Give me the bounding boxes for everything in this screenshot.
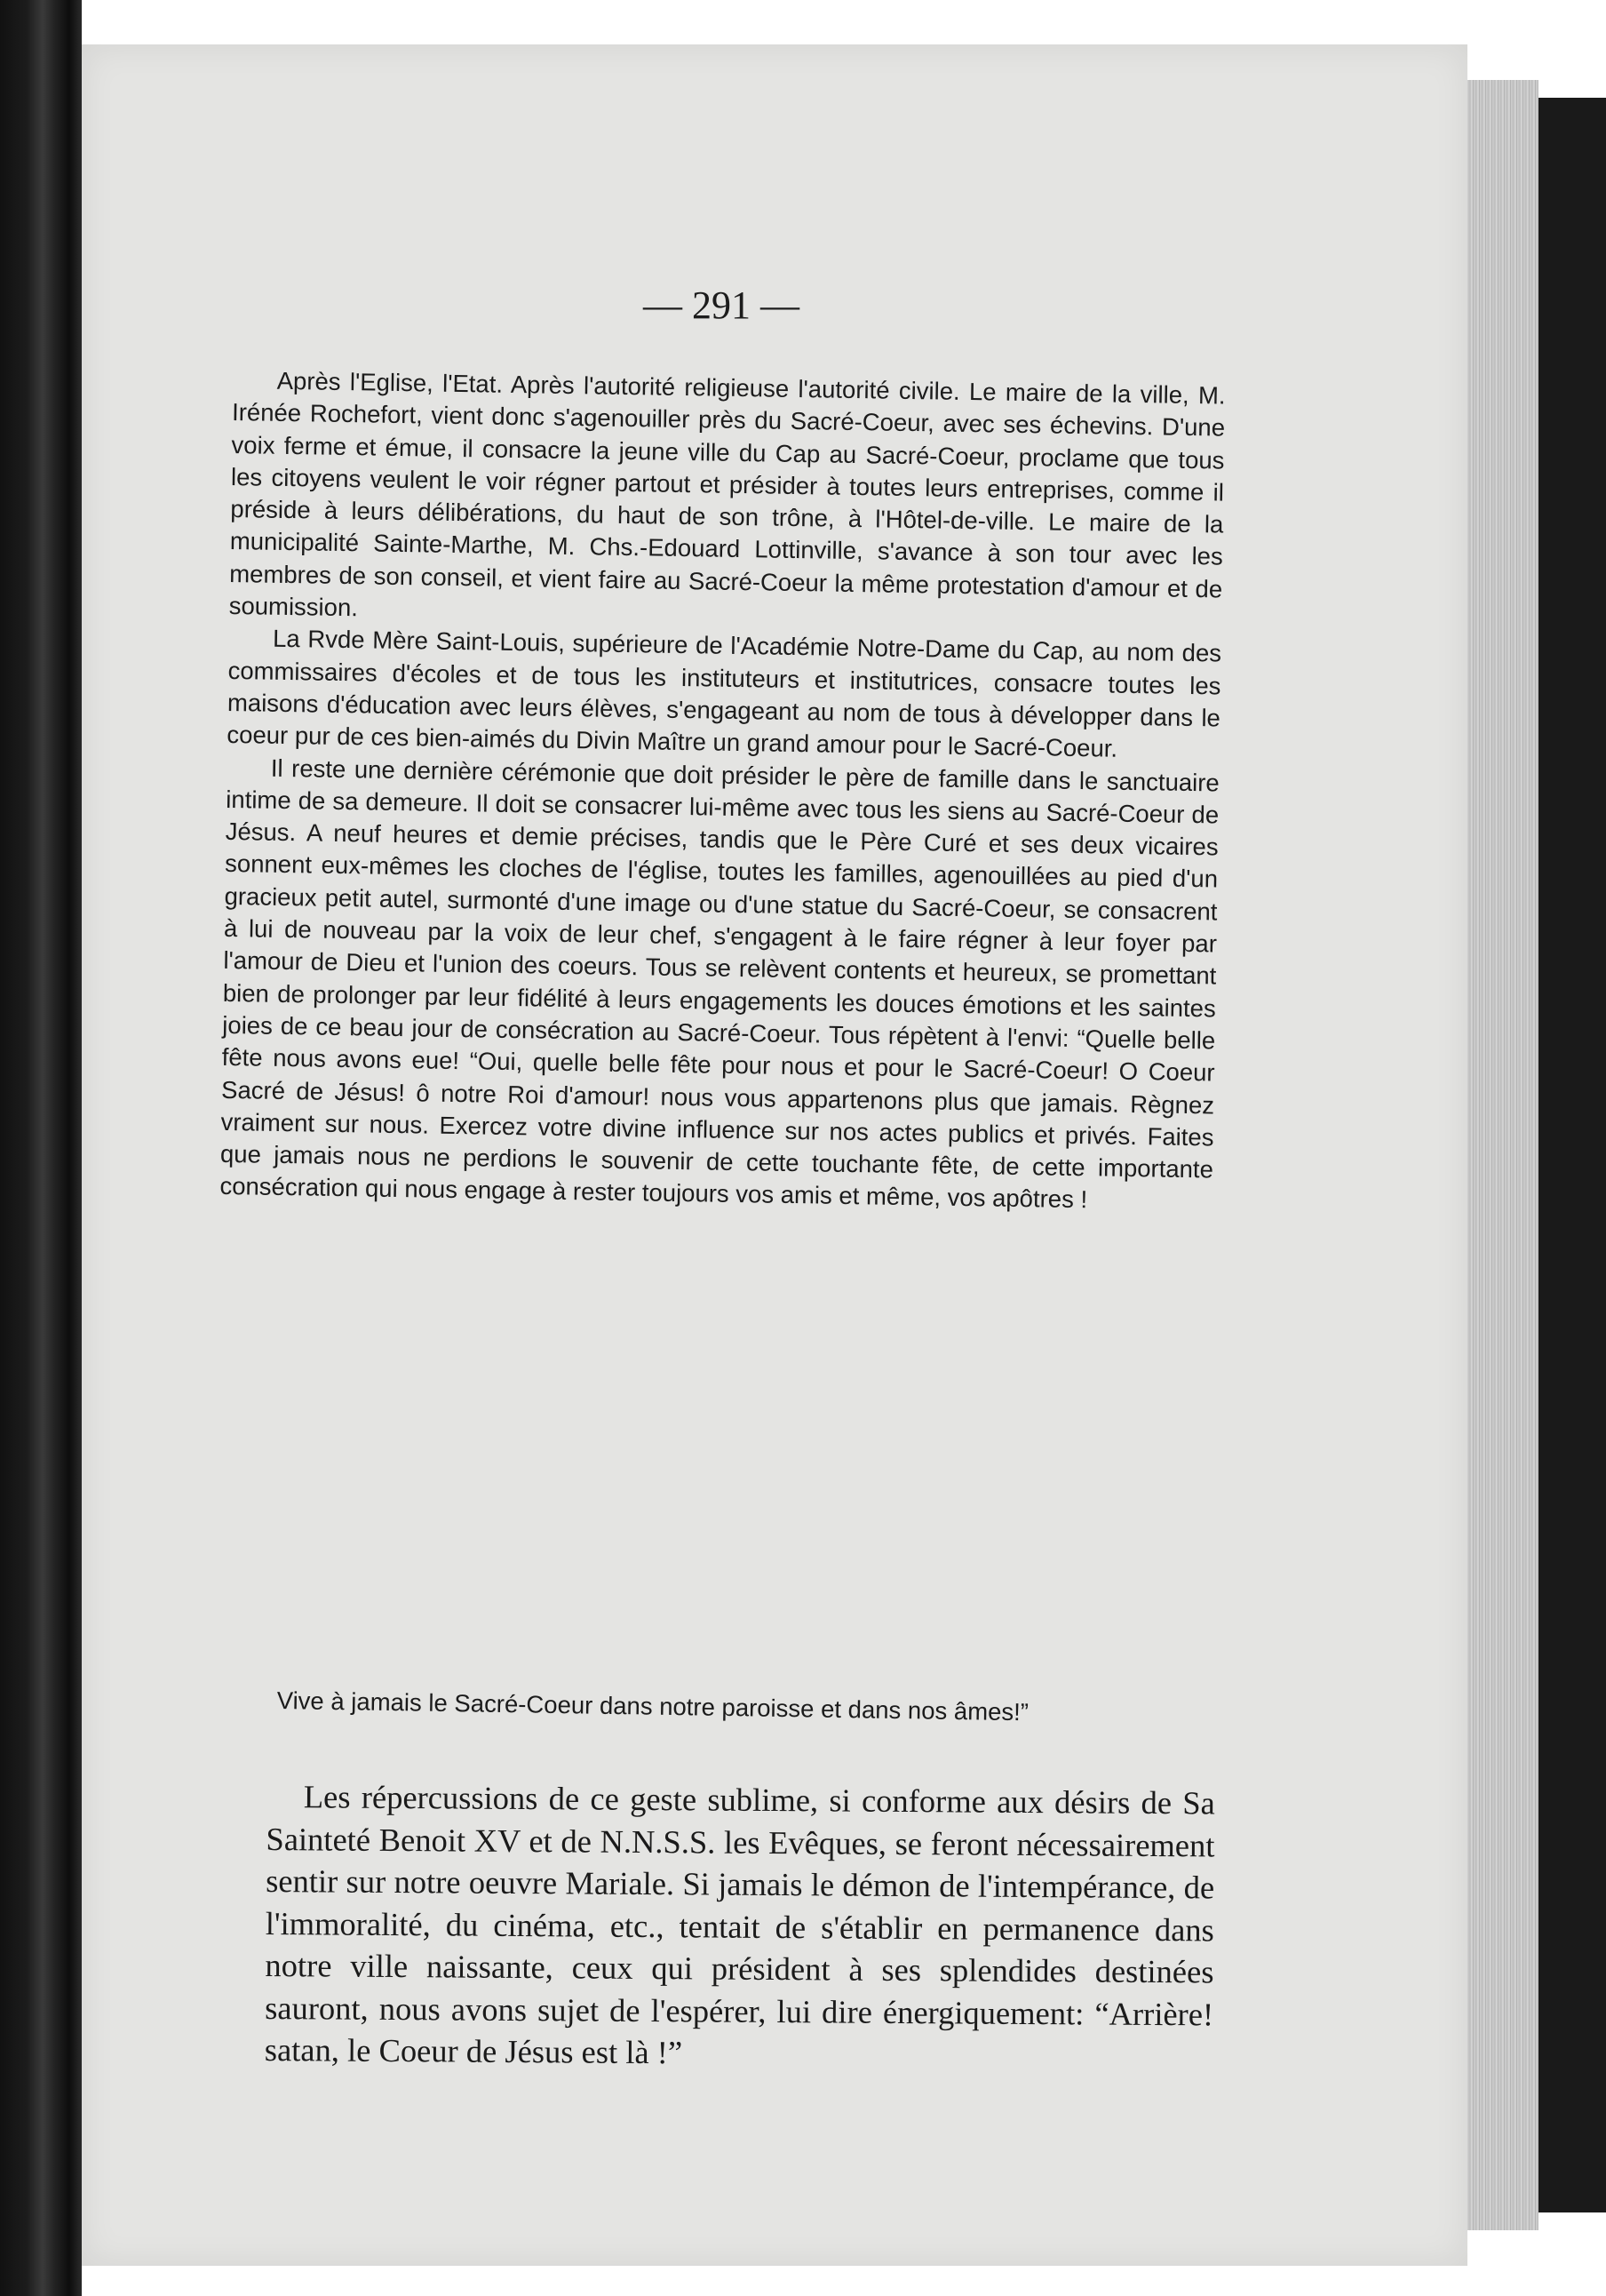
closing-line: Vive à jamais le Sacré-Coeur dans notre paroisse et dans nos âmes!” — [276, 1686, 1030, 1726]
paragraph: La Rvde Mère Saint-Louis, supérieure de l'Académie Notre-Dame du Cap, au nom des commissaires d'écoles et de tous les instituteurs et institutrices, consacre toutes les maisons d'éducation avec leurs élèves, s'engageant au nom de tous à développer dans le coeur pur de ces bien-aimés du Divin Maître un grand amour pour le Sacré-Coeur. — [227, 625, 1222, 762]
body-text — [219, 364, 1226, 1218]
page-number: — 291 — — [643, 283, 799, 327]
page-edges — [1467, 80, 1538, 2230]
paragraph: Il reste une dernière cérémonie que doit présider le père de famille dans le sanctuaire intime de sa demeure. Il doit se consacrer lui-même avec tous les siens au Sacré-Coeur de Jésus. A neuf heures et demie précises, tandis que le Père Curé et ses deux vicaires sonnent eux-mêmes les cloches de l'église, toutes les familles, agenouillées au pied d'un gracieux petit autel, surmonté d'une image ou d'une statue du Sacré-Coeur, se consacrent à lui de nouveau par la voix de leur chef, s'engagent à le faire régner à leur foyer par l'amour de Dieu et l'union des coeurs. Tous se relèvent contents et heureux, se promettant bien de prolonger par leur fidélité à leurs engagements les douces émotions et les saintes joies de ce beau jour de consécration au Sacré-Coeur. Tous répètent à l'envi: “Quelle belle fête nous avons eue! “Oui, quelle belle fête pour nous et pour le Sacré-Coeur! O Coeur Sacré de Jésus! ô notre Roi d'amour! nous vous appartenons plus que jamais. Règnez vraiment sur nous. Exercez votre divine influence sur nos actes publics et privés. Faites que jamais nous ne perdions le souvenir de cette touchante fête, de cette importante consécration qui nous engage à rester toujours vos amis et même, vos apôtres ! — [219, 753, 1220, 1214]
final-paragraph: Les répercussions de ce geste sublime, si conforme aux désirs de Sa Sainteté Benoit XV et de N.N.S.S. les Evêques, se feront nécessairement sentir sur notre oeuvre Mariale. Si jamais le démon de l'intempérance, de l'immoralité, du cinéma, etc., tentait de s'établir en permanence dans notre ville naissante, ceux qui président à ses splendides destinées sauront, nous avons sujet de l'espérer, lui dire énergiquement: “Arrière! satan, le Coeur de Jésus est là !” — [264, 1778, 1215, 2071]
paragraph: Après l'Eglise, l'Etat. Après l'autorité religieuse l'autorité civile. Le maire de la ville, M. Irénée Rochefort, vient donc s'agenouiller près du Sacré-Coeur, avec ses échevins. D'une voix ferme et émue, il consacre la jeune ville du Cap au Sacré-Coeur, proclame que tous les citoyens veulent le voir régner partout et présider à toutes leurs entreprises, comme il préside à leurs délibérations, du haut de son trône, à l'Hôtel-de-ville. Le maire de la municipalité Sainte-Marthe, M. Chs.-Edouard Lottinville, s'avance à son tour avec les membres de son conseil, et vient faire au Sacré-Coeur la même protestation d'amour et de soumission. — [228, 366, 1226, 622]
book-binding-left — [0, 0, 82, 2296]
book-cover-right — [1538, 98, 1606, 2212]
final-paragraph-block — [265, 1775, 1215, 2077]
